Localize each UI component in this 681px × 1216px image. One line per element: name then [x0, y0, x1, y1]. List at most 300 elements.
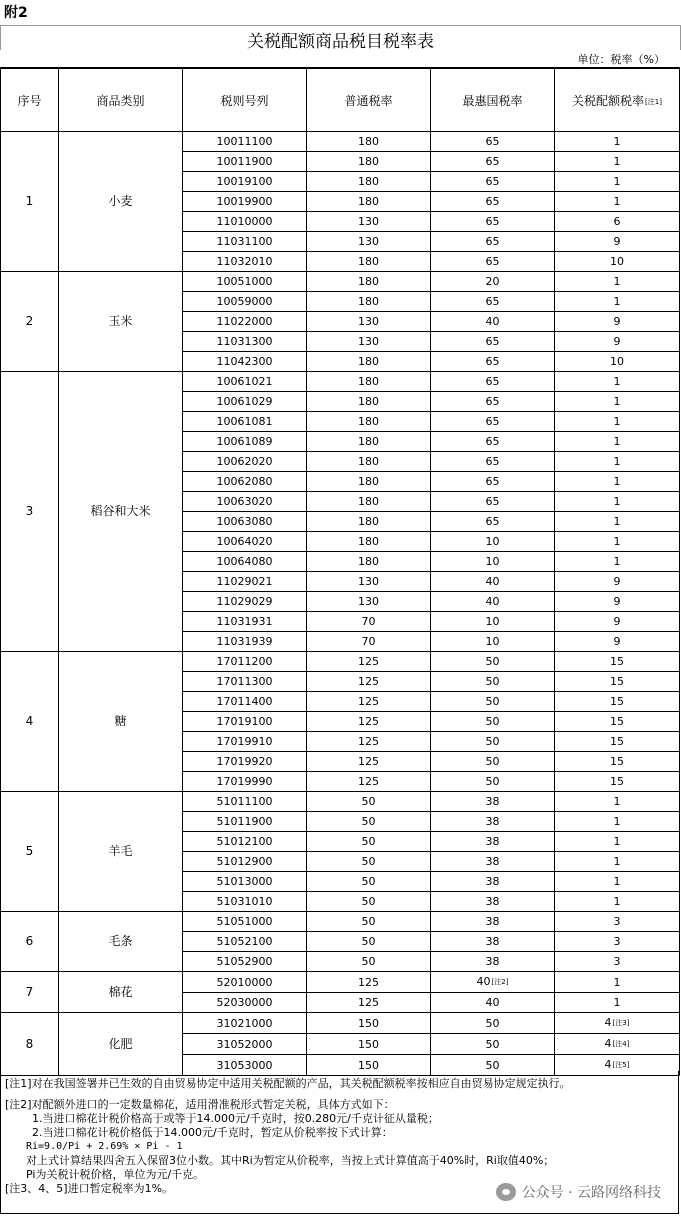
mfn-rate-cell-value: 20 — [485, 275, 500, 288]
general-rate-cell — [307, 772, 431, 792]
tariff-code-cell-value: 10019900 — [216, 195, 273, 208]
quota-rate-cell-value: 1 — [613, 155, 621, 168]
quota-rate-cell — [555, 292, 680, 312]
quota-rate-cell — [555, 452, 680, 472]
general-rate-cell — [307, 932, 431, 952]
note-2-pi-def: Pi为关税计税价格，单位为元/千克。 — [26, 1168, 205, 1181]
tariff-code-cell-value: 11031939 — [216, 635, 273, 648]
mfn-rate-cell-value: 50 — [485, 735, 500, 748]
tariff-code-cell — [183, 912, 307, 932]
general-rate-cell — [307, 872, 431, 892]
general-rate-cell — [307, 1013, 431, 1034]
tariff-code-cell-value: 11010000 — [216, 215, 273, 228]
general-rate-cell-value: 125 — [358, 775, 379, 788]
general-rate-cell-value: 180 — [358, 275, 379, 288]
general-rate-cell — [307, 812, 431, 832]
watermark — [496, 1182, 661, 1202]
appendix-label: 附2 — [4, 5, 28, 21]
tariff-code-cell — [183, 352, 307, 372]
tariff-code-cell-value: 11031931 — [216, 615, 273, 628]
tariff-code-cell-value: 10019100 — [216, 175, 273, 188]
mfn-rate-cell-value: 38 — [485, 955, 500, 968]
quota-rate-cell — [555, 352, 680, 372]
general-rate-cell-value: 180 — [358, 415, 379, 428]
general-rate-cell-value: 180 — [358, 195, 379, 208]
mfn-rate-cell-value: 65 — [485, 335, 500, 348]
tariff-code-cell-value: 51012100 — [216, 835, 273, 848]
mfn-rate-cell — [431, 972, 555, 993]
quota-rate-cell-value: 1 — [613, 435, 621, 448]
mfn-rate-cell-value: 50 — [485, 655, 500, 668]
general-rate-cell — [307, 752, 431, 772]
mfn-rate-cell — [431, 212, 555, 232]
mfn-rate-cell-value: 65 — [485, 255, 500, 268]
quota-rate-cell-value: 1 — [613, 815, 621, 828]
mfn-rate-cell — [431, 432, 555, 452]
mfn-rate-cell — [431, 932, 555, 952]
header-tariff-code: 税则号列 — [183, 68, 307, 132]
tariff-code-cell-value: 10064020 — [216, 535, 273, 548]
tariff-code-cell — [183, 332, 307, 352]
tariff-code-cell-value: 51052900 — [216, 955, 273, 968]
general-rate-cell — [307, 432, 431, 452]
tariff-code-cell — [183, 872, 307, 892]
general-rate-cell-value: 50 — [361, 815, 376, 828]
mfn-rate-cell — [431, 232, 555, 252]
mfn-rate-cell — [431, 692, 555, 712]
general-rate-cell — [307, 492, 431, 512]
tariff-code-cell-value: 31053000 — [216, 1058, 273, 1072]
tariff-code-cell — [183, 452, 307, 472]
quota-rate-cell-value: 6 — [613, 215, 621, 228]
general-rate-cell-value: 125 — [358, 695, 379, 708]
general-rate-cell-value: 50 — [361, 895, 376, 908]
quota-rate-cell-value: 1 — [613, 535, 621, 548]
tariff-code-cell — [183, 512, 307, 532]
tariff-code-cell — [183, 852, 307, 872]
quota-rate-cell — [555, 952, 680, 972]
mfn-rate-cell-value: 65 — [485, 135, 500, 148]
tariff-code-cell — [183, 312, 307, 332]
mfn-rate-cell — [431, 1013, 555, 1034]
general-rate-cell — [307, 232, 431, 252]
group-category: 小麦 — [59, 132, 183, 272]
mfn-rate-cell-value: 65 — [485, 475, 500, 488]
group-category: 毛条 — [59, 912, 183, 972]
quota-rate-cell-value: 9 — [613, 615, 621, 628]
mfn-rate-cell-value: 10 — [485, 615, 500, 628]
mfn-rate-cell — [431, 752, 555, 772]
group-index: 2 — [1, 272, 59, 372]
note-2: [注2]对配额外进口的一定数量棉花，适用滑准税形式暂定关税，具体方式如下： — [5, 1098, 395, 1111]
mfn-rate-cell-value: 38 — [485, 815, 500, 828]
general-rate-cell — [307, 292, 431, 312]
table-row — [1, 272, 680, 292]
mfn-rate-cell — [431, 712, 555, 732]
header-index: 序号 — [1, 68, 59, 132]
general-rate-cell-value: 125 — [358, 735, 379, 748]
quota-rate-cell-value: 10 — [610, 255, 624, 268]
general-rate-cell — [307, 452, 431, 472]
mfn-rate-cell-value: 40 — [485, 315, 500, 328]
tariff-code-cell-value: 17019910 — [216, 735, 273, 748]
mfn-rate-cell-value: 65 — [485, 215, 500, 228]
tariff-code-cell — [183, 1034, 307, 1055]
quota-rate-cell-value: 1 — [613, 195, 621, 208]
general-rate-cell — [307, 212, 431, 232]
mfn-rate-cell — [431, 632, 555, 652]
mfn-rate-cell — [431, 172, 555, 192]
tariff-code-cell-value: 11022000 — [216, 315, 273, 328]
mfn-rate-cell — [431, 1034, 555, 1055]
tariff-code-cell — [183, 212, 307, 232]
tariff-code-cell-value: 10011900 — [216, 155, 273, 168]
general-rate-cell-value: 180 — [358, 295, 379, 308]
tariff-code-cell — [183, 832, 307, 852]
mfn-rate-cell-value: 40 — [476, 975, 491, 988]
mfn-rate-cell — [431, 272, 555, 292]
tariff-code-cell — [183, 712, 307, 732]
tariff-code-cell-value: 17011300 — [216, 675, 273, 688]
mfn-rate-cell — [431, 572, 555, 592]
quota-rate-cell — [555, 172, 680, 192]
mfn-rate-cell — [431, 612, 555, 632]
general-rate-cell — [307, 1034, 431, 1055]
wechat-icon — [496, 1183, 516, 1201]
quota-rate-cell — [555, 272, 680, 292]
page-title: 关税配额商品税目税率表 — [247, 32, 434, 52]
tariff-code-cell — [183, 592, 307, 612]
tariff-code-cell — [183, 692, 307, 712]
mfn-rate-cell — [431, 912, 555, 932]
quota-rate-cell — [555, 412, 680, 432]
mfn-rate-cell — [431, 852, 555, 872]
general-rate-cell-value: 70 — [361, 615, 376, 628]
tariff-code-cell — [183, 652, 307, 672]
tariff-code-cell-value: 11032010 — [216, 255, 273, 268]
general-rate-cell — [307, 612, 431, 632]
general-rate-cell — [307, 532, 431, 552]
quota-rate-cell-value: 9 — [613, 635, 621, 648]
quota-rate-cell — [555, 932, 680, 952]
watermark-text: 公众号 · 云路网络科技 — [521, 1185, 661, 1201]
tariff-code-cell-value: 31052000 — [216, 1037, 273, 1051]
general-rate-cell — [307, 692, 431, 712]
quota-rate-cell — [555, 732, 680, 752]
quota-rate-cell-value: 1 — [613, 495, 621, 508]
general-rate-cell-value: 180 — [358, 455, 379, 468]
quota-rate-cell-value: 9 — [613, 575, 621, 588]
tariff-code-cell — [183, 732, 307, 752]
mfn-rate-cell — [431, 532, 555, 552]
general-rate-cell — [307, 732, 431, 752]
header-category: 商品类别 — [59, 68, 183, 132]
quota-rate-cell — [555, 892, 680, 912]
mfn-rate-cell — [431, 312, 555, 332]
quota-rate-cell — [555, 132, 680, 152]
general-rate-cell-value: 180 — [358, 555, 379, 568]
tariff-code-cell — [183, 993, 307, 1013]
general-rate-cell — [307, 792, 431, 812]
quota-rate-cell — [555, 392, 680, 412]
quota-rate-cell — [555, 612, 680, 632]
quota-rate-cell-value: 9 — [613, 315, 621, 328]
tariff-code-cell — [183, 932, 307, 952]
general-rate-cell-value: 125 — [358, 755, 379, 768]
quota-rate-cell-value: 9 — [613, 235, 621, 248]
group-index: 8 — [1, 1013, 59, 1076]
quota-rate-cell — [555, 692, 680, 712]
group-index: 4 — [1, 652, 59, 792]
tariff-code-cell-value: 10061089 — [216, 435, 273, 448]
mfn-rate-cell-value: 65 — [485, 455, 500, 468]
general-rate-cell-value: 180 — [358, 435, 379, 448]
mfn-rate-cell — [431, 672, 555, 692]
general-rate-cell-value: 125 — [358, 715, 379, 728]
tariff-code-cell-value: 31021000 — [216, 1016, 273, 1030]
tariff-code-cell-value: 51011900 — [216, 815, 273, 828]
general-rate-cell — [307, 993, 431, 1013]
group-category: 化肥 — [59, 1013, 183, 1076]
quota-rate-cell — [555, 532, 680, 552]
tariff-code-cell — [183, 1013, 307, 1034]
general-rate-cell-value: 130 — [358, 315, 379, 328]
tariff-code-cell-value: 11031300 — [216, 335, 273, 348]
mfn-rate-cell-value: 65 — [485, 355, 500, 368]
general-rate-cell-value: 130 — [358, 335, 379, 348]
quota-rate-cell-value: 1 — [613, 415, 621, 428]
quota-rate-cell-value: 1 — [613, 395, 621, 408]
general-rate-cell-value: 70 — [361, 635, 376, 648]
tariff-code-cell-value: 10061081 — [216, 415, 273, 428]
tariff-code-cell — [183, 152, 307, 172]
general-rate-cell — [307, 652, 431, 672]
group-category: 棉花 — [59, 972, 183, 1013]
group-index: 7 — [1, 972, 59, 1013]
mfn-rate-cell — [431, 832, 555, 852]
quota-rate-cell-value: 10 — [610, 355, 624, 368]
general-rate-cell-value: 130 — [358, 235, 379, 248]
general-rate-cell — [307, 952, 431, 972]
tariff-code-cell-value: 10051000 — [216, 275, 273, 288]
quota-rate-cell-value: 4 — [604, 1016, 612, 1029]
mfn-rate-cell — [431, 152, 555, 172]
quota-rate-cell — [555, 572, 680, 592]
tariff-code-cell-value: 11031100 — [216, 235, 273, 248]
quota-rate-cell-value: 1 — [613, 795, 621, 808]
quota-rate-cell — [555, 492, 680, 512]
quota-rate-cell-value: 1 — [613, 895, 621, 908]
quota-rate-cell-note: [注3] — [612, 1019, 630, 1027]
general-rate-cell-value: 50 — [361, 935, 376, 948]
general-rate-cell — [307, 472, 431, 492]
mfn-rate-cell — [431, 952, 555, 972]
tariff-code-cell-value: 10061021 — [216, 375, 273, 388]
quota-rate-cell-value: 1 — [613, 135, 621, 148]
mfn-rate-cell-value: 65 — [485, 195, 500, 208]
tariff-code-cell-value: 10063080 — [216, 515, 273, 528]
general-rate-cell-value: 125 — [358, 996, 379, 1009]
mfn-rate-cell-value: 65 — [485, 375, 500, 388]
quota-rate-cell-note: [注5] — [612, 1061, 630, 1069]
general-rate-cell-value: 50 — [361, 955, 376, 968]
general-rate-cell — [307, 912, 431, 932]
mfn-rate-cell-value: 38 — [485, 875, 500, 888]
quota-rate-cell — [555, 812, 680, 832]
general-rate-cell — [307, 172, 431, 192]
quota-rate-cell — [555, 552, 680, 572]
general-rate-cell — [307, 852, 431, 872]
mfn-rate-cell — [431, 993, 555, 1013]
general-rate-cell-value: 130 — [358, 595, 379, 608]
mfn-rate-cell — [431, 472, 555, 492]
mfn-rate-cell-value: 38 — [485, 935, 500, 948]
tariff-code-cell-value: 17011400 — [216, 695, 273, 708]
mfn-rate-cell-value: 65 — [485, 515, 500, 528]
mfn-rate-cell — [431, 332, 555, 352]
quota-rate-cell-value: 1 — [613, 975, 621, 989]
general-rate-cell — [307, 892, 431, 912]
quota-rate-cell — [555, 972, 680, 993]
mfn-rate-cell — [431, 252, 555, 272]
quota-rate-cell-value: 15 — [610, 715, 624, 728]
header-mfn-rate: 最惠国税率 — [431, 68, 555, 132]
mfn-rate-cell — [431, 392, 555, 412]
quota-rate-cell — [555, 772, 680, 792]
table-row — [1, 132, 680, 152]
quota-rate-cell-value: 1 — [613, 475, 621, 488]
general-rate-cell-value: 50 — [361, 835, 376, 848]
quota-rate-cell-value: 1 — [613, 875, 621, 888]
general-rate-cell-value: 180 — [358, 355, 379, 368]
tariff-code-cell — [183, 132, 307, 152]
mfn-rate-cell — [431, 372, 555, 392]
table-row — [1, 792, 680, 812]
mfn-rate-cell-value: 50 — [485, 715, 500, 728]
table-row — [1, 1013, 680, 1034]
tariff-code-cell — [183, 492, 307, 512]
quota-rate-cell-value: 1 — [613, 375, 621, 388]
mfn-rate-cell — [431, 192, 555, 212]
tariff-code-cell-value: 51012900 — [216, 855, 273, 868]
quota-rate-cell — [555, 512, 680, 532]
quota-rate-cell — [555, 752, 680, 772]
quota-rate-cell-value: 1 — [613, 295, 621, 308]
mfn-rate-cell — [431, 492, 555, 512]
quota-rate-cell — [555, 652, 680, 672]
quota-rate-cell-note: [注4] — [612, 1040, 630, 1048]
mfn-rate-cell-value: 50 — [485, 1058, 500, 1072]
tariff-code-cell — [183, 432, 307, 452]
tariff-code-cell-value: 51013000 — [216, 875, 273, 888]
table-row — [1, 912, 680, 932]
mfn-rate-cell-value: 65 — [485, 175, 500, 188]
tariff-code-cell — [183, 272, 307, 292]
tariff-code-cell-value: 17011200 — [216, 655, 273, 668]
quota-rate-cell — [555, 212, 680, 232]
tariff-code-cell-value: 17019100 — [216, 715, 273, 728]
tariff-code-cell — [183, 372, 307, 392]
general-rate-cell-value: 180 — [358, 175, 379, 188]
mfn-rate-cell — [431, 792, 555, 812]
tariff-code-cell — [183, 232, 307, 252]
note-1: [注1]对在我国签署并已生效的自由贸易协定中适用关税配额的产品，其关税配额税率按相应自由贸易协定规定执行。 — [5, 1077, 571, 1090]
general-rate-cell — [307, 132, 431, 152]
mfn-rate-cell — [431, 812, 555, 832]
note-2-formula: Ri=9.0/Pi + 2.69% × Pi - 1 — [26, 1141, 183, 1152]
general-rate-cell — [307, 632, 431, 652]
mfn-rate-cell-value: 10 — [485, 535, 500, 548]
quota-rate-cell — [555, 832, 680, 852]
mfn-rate-cell-value: 50 — [485, 695, 500, 708]
mfn-rate-cell — [431, 732, 555, 752]
quota-rate-cell — [555, 792, 680, 812]
mfn-rate-cell — [431, 772, 555, 792]
quota-rate-cell — [555, 312, 680, 332]
mfn-rate-cell-value: 50 — [485, 1037, 500, 1051]
tariff-code-cell — [183, 572, 307, 592]
general-rate-cell — [307, 832, 431, 852]
general-rate-cell — [307, 712, 431, 732]
general-rate-cell-value: 180 — [358, 155, 379, 168]
general-rate-cell-value: 50 — [361, 875, 376, 888]
tariff-code-cell — [183, 472, 307, 492]
general-rate-cell-value: 180 — [358, 535, 379, 548]
tariff-code-cell — [183, 192, 307, 212]
header-general-rate: 普通税率 — [307, 68, 431, 132]
general-rate-cell-value: 180 — [358, 395, 379, 408]
tariff-code-cell — [183, 792, 307, 812]
mfn-rate-cell-value: 65 — [485, 395, 500, 408]
quota-rate-cell — [555, 192, 680, 212]
quota-rate-cell-value: 1 — [613, 275, 621, 288]
general-rate-cell — [307, 372, 431, 392]
general-rate-cell — [307, 672, 431, 692]
mfn-rate-cell — [431, 452, 555, 472]
quota-rate-cell-value: 1 — [613, 855, 621, 868]
general-rate-cell-value: 130 — [358, 575, 379, 588]
tariff-code-cell-value: 10011100 — [216, 135, 273, 148]
mfn-rate-cell-value: 50 — [485, 675, 500, 688]
general-rate-cell-value: 180 — [358, 375, 379, 388]
tariff-code-cell — [183, 392, 307, 412]
quota-rate-cell — [555, 712, 680, 732]
table-row — [1, 972, 680, 993]
general-rate-cell-value: 180 — [358, 135, 379, 148]
general-rate-cell-value: 150 — [358, 1016, 379, 1030]
mfn-rate-cell-value: 40 — [485, 575, 500, 588]
general-rate-cell — [307, 592, 431, 612]
quota-rate-cell — [555, 1013, 680, 1034]
quota-rate-cell — [555, 672, 680, 692]
mfn-rate-cell-value: 65 — [485, 155, 500, 168]
quota-rate-cell-value: 3 — [613, 935, 621, 948]
tariff-code-cell-value: 10059000 — [216, 295, 273, 308]
table-row — [1, 372, 680, 392]
quota-rate-cell-value: 3 — [613, 915, 621, 928]
tariff-code-cell — [183, 672, 307, 692]
tariff-code-cell — [183, 632, 307, 652]
tariff-code-cell-value: 11029021 — [216, 575, 273, 588]
mfn-rate-cell-note: [注2] — [491, 978, 509, 986]
tariff-code-cell-value: 51051000 — [216, 915, 273, 928]
quota-rate-cell-value: 15 — [610, 695, 624, 708]
mfn-rate-cell — [431, 652, 555, 672]
tariff-code-cell — [183, 952, 307, 972]
quota-rate-cell-value: 1 — [613, 175, 621, 188]
mfn-rate-cell — [431, 352, 555, 372]
mfn-rate-cell-value: 40 — [485, 996, 500, 1009]
